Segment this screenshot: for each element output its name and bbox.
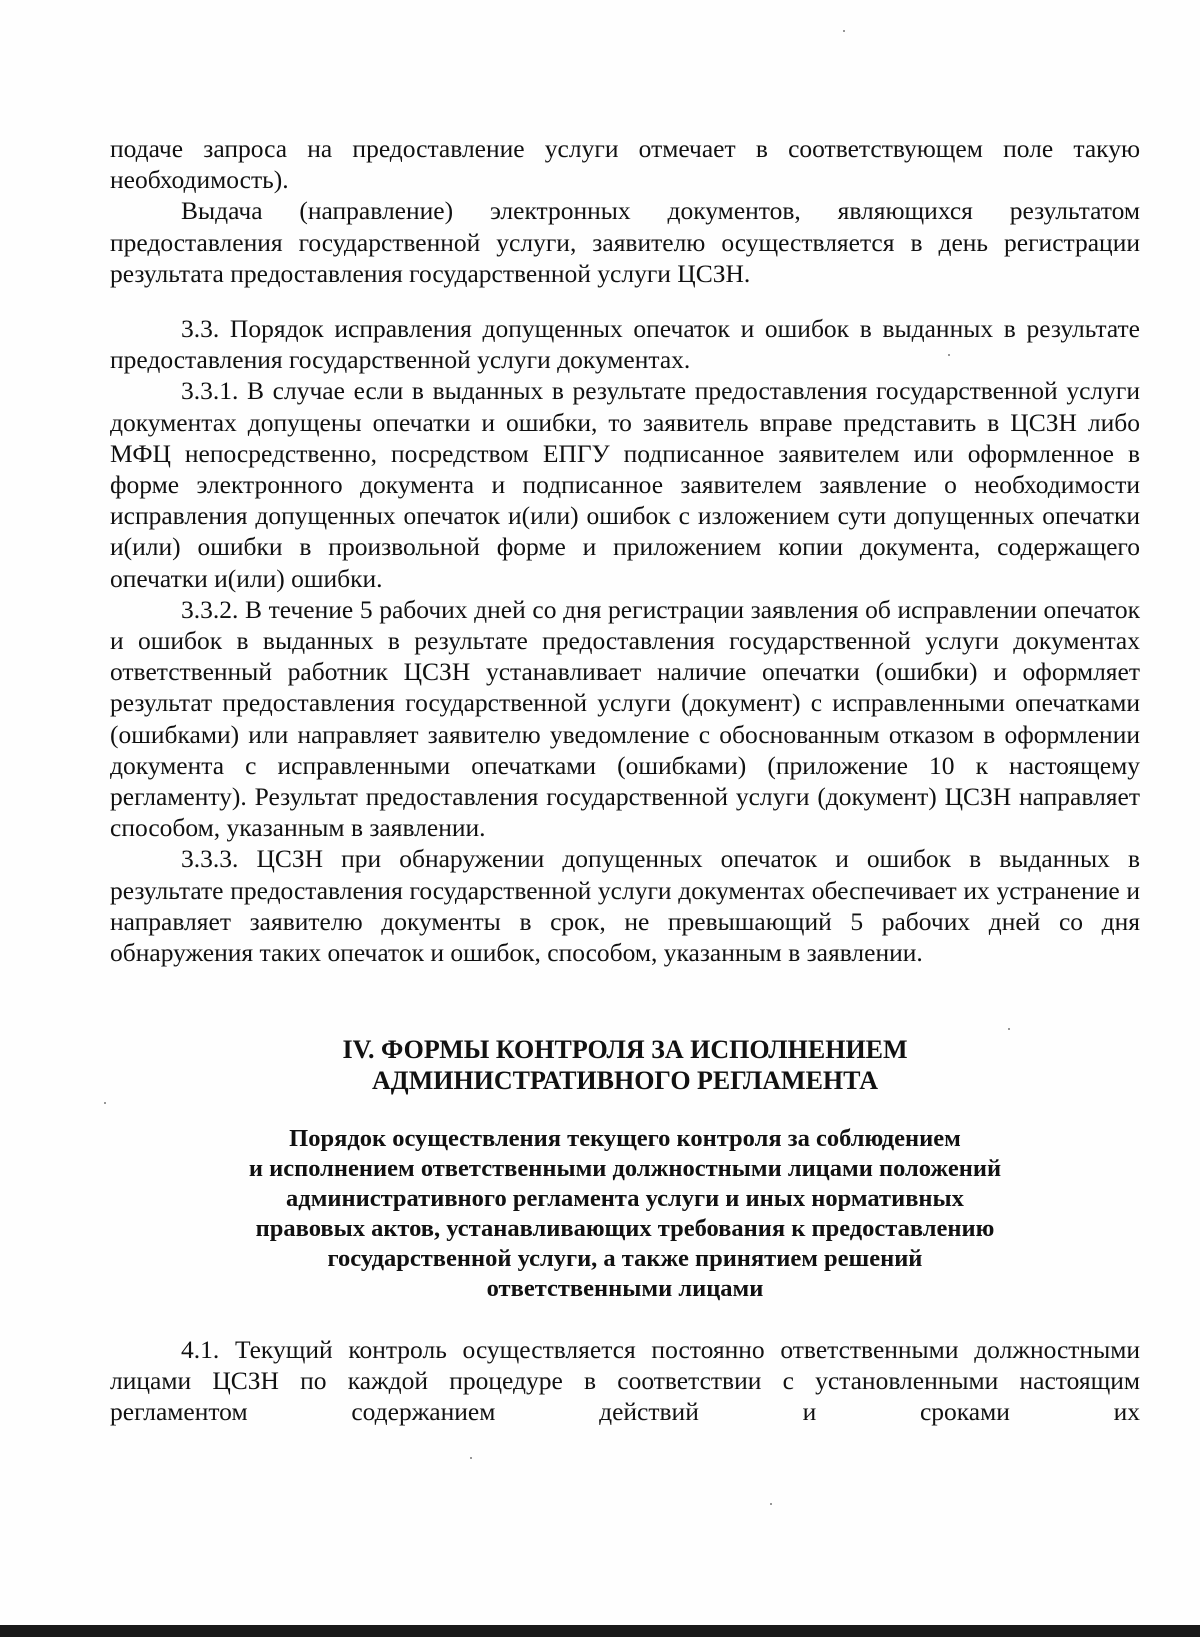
paragraph-3-3-3: 3.3.3. ЦСЗН при обнаружении допущенных опечаток и ошибок в выданных в результате предоставления государственной услуги документах обеспечивает их устранение и направляет заявителю документы в срок, не превышающий 5 рабочих дней со дня обнаружения таких опечаток и ошибок, способом, указанным в заявлении.: [110, 844, 1140, 968]
paragraph-electronic-documents: Выдача (направление) электронных документов, являющихся результатом предоставления государственной услуги, заявителю осуществляется в день регистрации результата предоставления государственной услуги ЦСЗН.: [110, 196, 1140, 288]
paragraph-3-3: 3.3. Порядок исправления допущенных опечаток и ошибок в выданных в результате предоставления государственной услуги документах.: [110, 314, 1140, 375]
scan-speck: [470, 1457, 472, 1459]
subheading-line: правовых актов, устанавливающих требования к предоставлению: [255, 1215, 995, 1242]
current-control-subheading: [110, 1124, 1140, 1304]
intro-text-block: [110, 133, 1140, 289]
paragraph-3-3-2: 3.3.2. В течение 5 рабочих дней со дня регистрации заявления об исправлении опечаток и ошибок в выданных в результате предоставления государственной услуги документах ответственный работник ЦСЗН устанавливает наличие опечатки (ошибки) и оформляет результат предоставления государственной услуги (документ) с исправленными опечатками (ошибками) или направляет заявителю уведомление с обоснованным отказом в оформлении документа с исправленными опечатками (ошибками) (приложение 10 к настоящему регламенту). Результат предоставления государственной услуги (документ) ЦСЗН направляет способом, указанным в заявлении.: [110, 594, 1140, 843]
subheading-line: Порядок осуществления текущего контроля за соблюдением: [289, 1125, 961, 1152]
scan-speck: [843, 30, 845, 32]
paragraph-4-1: 4.1. Текущий контроль осуществляется постоянно ответственными должностными лицами ЦСЗН по каждой процедуре в соответствии с установленными настоящим регламентом содержанием действий и сроками их: [110, 1335, 1140, 1427]
scan-speck: [770, 1503, 772, 1505]
section-heading-line: IV. ФОРМЫ КОНТРОЛЯ ЗА ИСПОЛНЕНИЕМ: [342, 1035, 908, 1064]
subheading-line: ответственными лицами: [486, 1275, 764, 1302]
subheading-line: государственной услуги, а также принятием решений: [327, 1245, 923, 1272]
subheading-line: административного регламента услуги и иных нормативных: [286, 1185, 964, 1212]
section-3-3-text-block: [110, 313, 1140, 968]
scan-speck: [948, 354, 950, 356]
subheading-line: и исполнением ответственными должностными лицами положений: [248, 1155, 1002, 1182]
section-iv-heading: [110, 1034, 1140, 1096]
section-heading-line: АДМИНИСТРАТИВНОГО РЕГЛАМЕНТА: [372, 1066, 878, 1095]
section-4-1-text-block: [110, 1334, 1140, 1428]
paragraph-request-continuation: подаче запроса на предоставление услуги отмечает в соответствующем поле такую необходимость).: [110, 134, 1140, 195]
scan-speck: [104, 1102, 106, 1104]
scan-edge-bar: [0, 1625, 1200, 1637]
paragraph-3-3-1: 3.3.1. В случае если в выданных в результате предоставления государственной услуги документах допущены опечатки и ошибки, то заявитель вправе представить в ЦСЗН либо МФЦ непосредственно, посредством ЕПГУ подписанное заявителем или оформленное в форме электронного документа и подписанное заявителем заявление о необходимости исправления допущенных опечаток и(или) ошибок с изложением сути допущенных опечатки и(или) ошибки в произвольной форме и приложением копии документа, содержащего опечатки и(или) ошибки.: [110, 376, 1140, 593]
scan-speck: [1008, 1028, 1010, 1030]
